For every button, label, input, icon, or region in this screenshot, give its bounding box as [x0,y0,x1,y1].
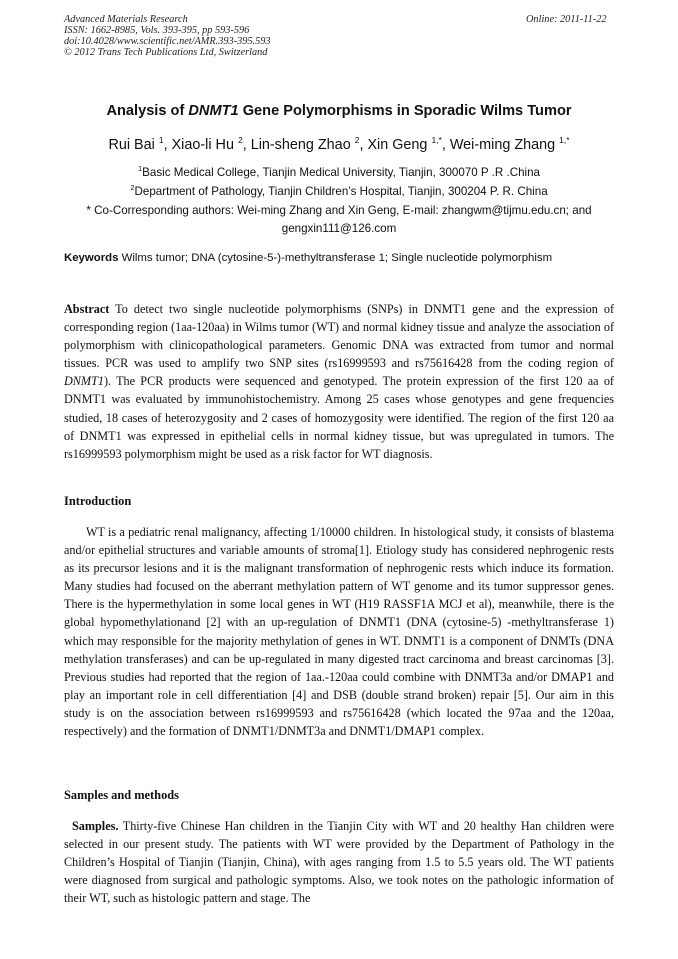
abstract [64,300,614,463]
author-name: Wei-ming Zhang [449,137,560,153]
corresponding-email: gengxin111@126.com [281,222,397,235]
author-name: Xiao-li Hu [171,137,238,153]
samples-label: Samples. [72,819,119,833]
journal-issn: ISSN: 1662-8985, Vols. 393-395, pp 593-596 [64,25,250,36]
samples-heading: Samples and methods [64,788,179,802]
author-affiliation-mark: 1 [158,135,164,145]
affiliation-mark: 1 [138,164,143,173]
affiliation-mark: 2 [130,183,135,192]
corresponding-authors: * Co-Corresponding authors: Wei-ming Zhang and Xin Geng, E-mail: zhangwm@tijmu.edu.cn; and [86,204,592,217]
author-affiliation-mark: 1,* [431,135,442,145]
online-date: Online: 2011-11-22 [526,14,607,25]
author-name: Rui Bai [108,137,159,153]
introduction-heading: Introduction [64,494,132,508]
journal-copyright: © 2012 Trans Tech Publications Ltd, Switzerland [64,47,268,58]
introduction-paragraph: WT is a pediatric renal malignancy, affecting 1/10000 children. In histological study, it consists of blastema and/or epithelial structures and variable amounts of stroma[1]. Etiology study has considered nephrogenic rests as its precursor lesions and it is the malignant transformation of nephrogenic rests which induce its formation. Many studies had focused on the aberrant methylation pattern of WT genome and its tumor suppressor genes. There is the hypermethylation in some local genes in WT (H19 RASSF1A MCJ et al), meanwhile, there is the global hypomethylationand [2] with an up-regulation of DNMT1 (DNA (cytosine-5) -methyltransferase 1) which may responsible for the majority methylation of genes in WT. DNMT1 is a component of DNMTs (DNA methylation transferases) and can be up-regulated in many digested tract carcinoma and breast carcinomas [3]. Previous studies had reported that the region of 1aa.-120aa could combine with DNMT3a and/or DMAP1 and play an important role in cell differentiation [4] and DSB (double strand broken) repair [5]. Our aim in this study is on the association between rs16999593 and rs75616428 (which located the 97aa and the 120aa, respectively) and the formation of DNMT1/DNMT3a and DNMT1/DMAP1 complex. [64,525,614,739]
affiliation-text: Department of Pathology, Tianjin Children’s Hospital, Tianjin, 300204 P. R. China [134,185,548,198]
keywords-label: Keywords [64,252,119,264]
author-name: Xin Geng [367,137,432,153]
affiliation-1 [0,166,678,179]
affiliation-2 [0,185,678,198]
journal-doi: doi:10.4028/www.scientific.net/AMR.393-395.593 [64,36,271,47]
affiliation-text: Basic Medical College, Tianjin Medical University, Tianjin, 300070 P .R .China [142,166,540,179]
samples-text: Thirty-five Chinese Han children in the Tianjin City with WT and 20 healthy Han children were selected in our present study. The patients with WT were provided by the Department of Pathology in the Children’s Hospital of Tianjin (Tianjin, China), with ages ranging from 1.5 to 5.5 years old. The WT patients were diagnosed from surgical and pathologic symptoms. Also, we took notes on the pathologic information of their WT, such as histologic pattern and stage. The [64,819,614,906]
abstract-text-continued: ). The PCR products were sequenced and genotyped. The protein expression of the first 120 aa of DNMT1 was evaluated by immunohistochemistry. Among 25 cases whose genotypes and gene frequencies studied, 18 cases of heterozygosity and 2 cases of homozygosity were identified. The region of the first 120 aa of DNMT1 was expressed in epithelial cells in normal kidney tissue, but was upregulated in tumors. The rs16999593 polymorphism might be used as a risk factor for WT diagnosis. [64,374,614,461]
samples-paragraph [64,817,614,907]
abstract-gene: DNMT1 [64,374,104,389]
author-separator: , [163,137,172,153]
author-separator: , [359,137,368,153]
paper-title [0,103,678,119]
author-affiliation-mark: 2 [237,135,243,145]
abstract-label: Abstract [64,302,110,316]
author-separator: , [441,137,450,153]
author-name: Lin-sheng Zhao [250,137,355,153]
author-separator: , [242,137,251,153]
author-list [0,137,678,153]
abstract-text: To detect two single nucleotide polymorphisms (SNPs) in DNMT1 gene and the expression of corresponding region (1aa-120aa) in Wilms tumor (WT) and normal kidney tissue and analyze the association of polymorphism with clinicopathological parameters. Genomic DNA was extracted from tumor and normal tissues. PCR was used to amplify two SNP sites (rs16999593 and rs75616428 from the coding region of [64,302,614,371]
keywords-text: Wilms tumor; DNA (cytosine-5-)-methyltransferase 1; Single nucleotide polymorphism [118,252,553,264]
journal-name: Advanced Materials Research [64,14,188,25]
title-prefix: Analysis of [106,103,189,119]
author-affiliation-mark: 1,* [559,135,570,145]
keywords [64,252,624,264]
title-suffix: Gene Polymorphisms in Sporadic Wilms Tumor [238,103,572,119]
author-affiliation-mark: 2 [354,135,360,145]
journal-header [64,14,271,58]
title-gene: DNMT1 [188,103,239,119]
